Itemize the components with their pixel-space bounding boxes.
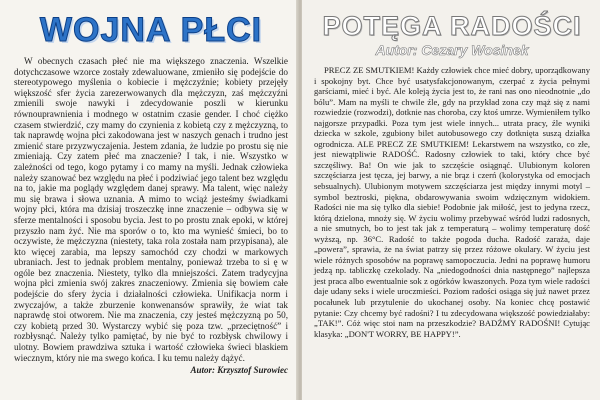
right-page bbox=[302, 0, 600, 400]
article-title: POTĘGA RADOŚCI bbox=[322, 11, 582, 41]
article-title: WOJNA PŁCI bbox=[39, 11, 263, 49]
article-author: Autor: Cezary Wosinek bbox=[375, 42, 529, 58]
article-author: Autor: Krzysztof Surowiec bbox=[190, 365, 288, 376]
article-body: PRECZ ZE SMUTKIEM! Każdy człowiek chce mieć dobry, uporządkowany i spokojny byt. Chce być usatysfakcjonowanym, czerpać z życia pełnymi garściami, mieć i być. Ale koleją życia jest to, że rani nas ono nieodnotnie „do bólu”. Mam na myśli te chwile źle, gdy na przykład zona czy mąż się z nami rozwiedzie (rozwodzi), dotknie nas choroba, czy ktoś umrze. Wymieniłem tylko najgorsze przypadki. Poza tym jest wiele innych... utrata pracy, źle wyniki dziecka w szkole, zgubiony bilet autobusowego czy dotknięta suszą działka ogrodnicza. ALE PRECZ ZE SMUTKIEM! Lekarstwem na wszystko, co złe, jest niewątpliwie RADOŚĆ. Radosny człowiek to taki, który chce być szczęśliwy. Ba! On wie jak to szczęście osiągnąć. Ulubionym koloren szczęściarza jest tęcza, jej barwy, a nie brąz i czerń (kolorystyka od emocjach sebsualnych). Ulubionym motywem szczęściarza jest między innymi motyl – symbol beztroski, piękna, obdarowywania swoim wdzięcznym widokiem. Radości nie ma się tylko dla siebie! Podobnie jak miłość, jest to jedyna rzecz, którą dzielona, mnoży się. W życiu wolimy przebywać wśród ludzi radosnych, a nie smutnych, bo to jest tak jak z temperaturą – wolimy temperaturę dość wyższą, np. 36°C. Radość to także pogoda ducha. Radość zaraża, daje „powera”, sprawia, że na świat patrzy się przez różowe okulary. W życiu jest wiele różnych sposobów na poprawę samopoczucia. Jedni na poprawę humoru jedzą np. tabliczkę czekolady. Na „niedogodności dnia następnego” najlepsza jest praca albo ewentualnie sok z ogórków kwaszonych. Poza tym wiele radości daje udany seks i wiele uroczmieści. Poziom radości osiąga się już nawet przez pocałunek lub przytulenie do ukochanej osoby. Na koniec chcę postawić pytanie: Czy chcemy być radośni? I tu zdecydowana większość powiedziałaby: „TAK!”. Cóż więc stoi nam na przeszkodzie? BADŹMY RADOŚNI! Cytując klasyka: „DON'T WORRY, BE HAPPY!”. bbox=[314, 65, 590, 339]
article-body: W obecnych czasach płeć nie ma większego znaczenia. Wszelkie dotychczasowe wzorce zostały zdewaluowane, zmieniło się podejście do stereotypowego myślenia o kobiecie i mężczyźnie; kobiety przejęły większość sfer życia zarezerwowanych dla mężczyzn, zaś mężczyźni zmienili swoje nawyki i zdecydowanie poszli w kierunku równouprawnienia i modnego w ostatnim czasie gender. I choć ciężko czasem stwierdzić, czy mamy do czynienia z kobietą czy z mężczyzną, to tak naprawdę wojna płci zakodowana jest w naszych genach i trudno jest zmienić stare przyzwyczajenia. Jestem zdania, że ludzie po prostu się nie zmieniają. Czy zatem płeć ma znaczenie? I tak, i nie. Wszystko w zależności od tego, kogo pytamy i co mamy na myśli. Jednak człowieka należy szanować bez względu na płeć i podziwiać jego talent bez względu na to, jakie ma poglądy względem danej sprawy. Ma talent, więc należy mu się brawa i słowa uznania. A mimo to wciąż jesteśmy świadkami wojny płci, która ma dzisiaj troszeczkę inne znaczenie – odbywa się w sferze mentalności i sposobu bycia. Jest to po prostu znak epoki, w której przyszło nam żyć. Nie ma sporów o to, kto ma wynieść śmieci, bo to oczywiste, że mężczyzna (niestety, taka rola została nam przypisana), ale kto więcej zarabia, ma lepszy samochód czy chodzi w markowych ubraniach. Jest to jednak problem mentalny, ponieważ trzeba to si ę w ogóle bez znaczenia. Niestety, tylko dla mniejszości. Zatem tradycyjna wojna płci zmienia swój zakres znaczeniowy. Zmienia się bowiem całe podejście do sfery życia i działalności człowieka. Unifikacja norm i zwyczajów, a także zburzenie konwenansów sprawiły, że wiat tak naprawdę stoi otworem. Nie ma znaczenia, czy jesteś mężczyzną po 50, czy kobietą przed 30. Wystarczy wybić się poza tzw. „przeciętność” i rozbłysnąć. Należy tylko pamiętać, by nie być to rozbłysk chwilowy i ulotny. Bowiem prawdziwa sztuka i wartość człowieka świeci blaskiem wiecznym, który nie ma swego końca. I ku temu należy dążyć. bbox=[14, 56, 288, 363]
left-page bbox=[0, 0, 298, 400]
